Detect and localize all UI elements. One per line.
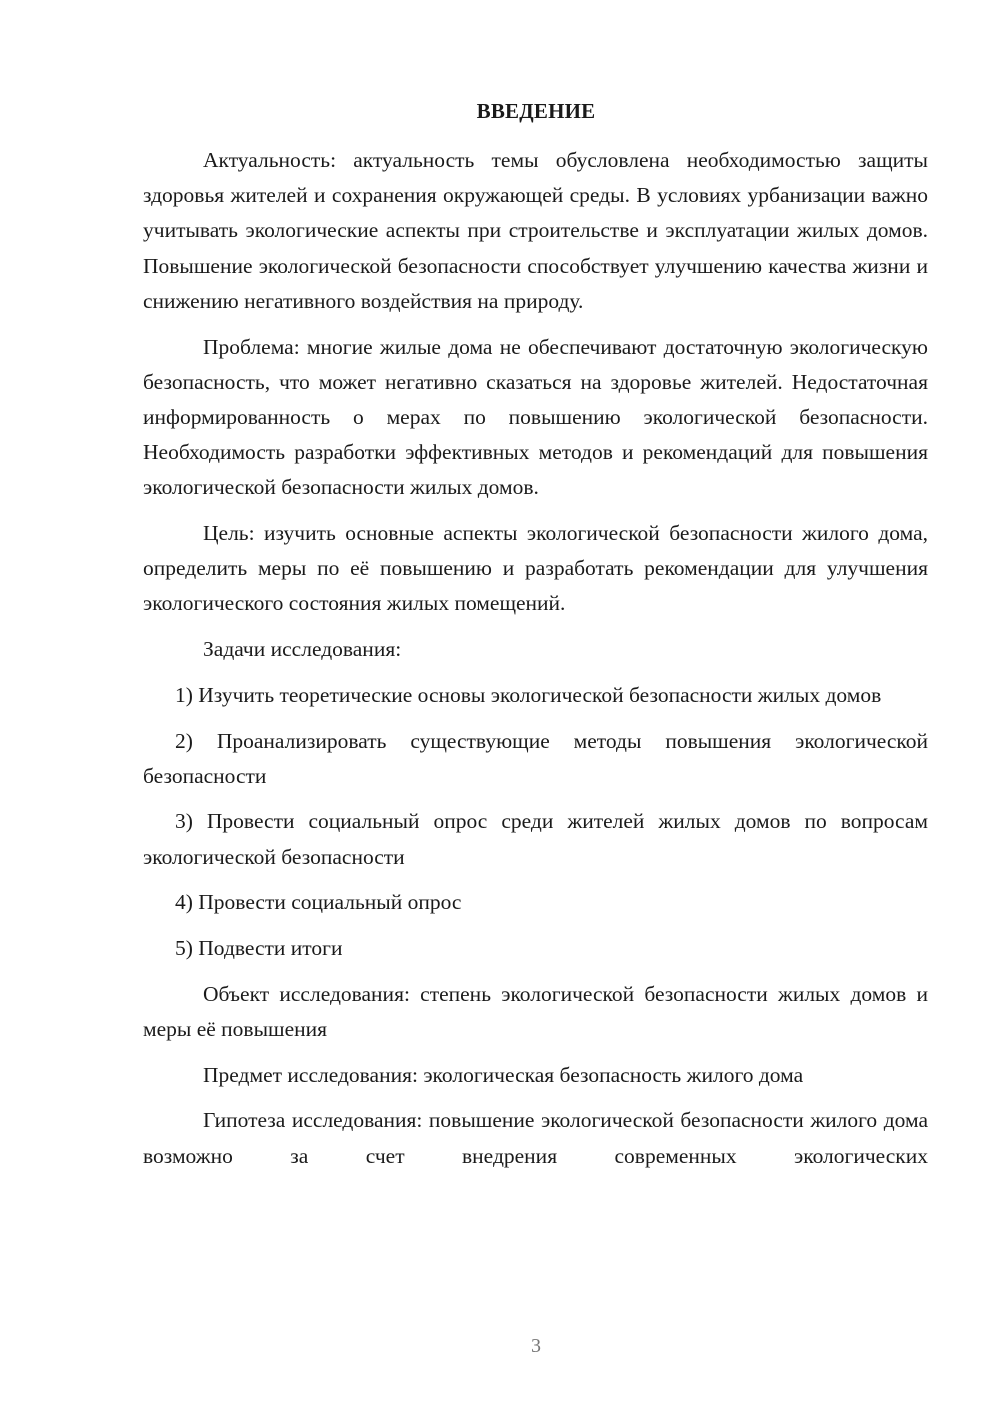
paragraph-tasks-heading: Задачи исследования: <box>203 637 402 662</box>
paragraph-relevance: Актуальность: актуальность темы обусловлена необходимостью защиты здоровья жителей и сохранения окружающей среды. В условиях урбанизации важно учитывать экологические аспекты при строительстве и эксплуатации жилых домов. Повышение экологической безопасности способствует улучшению качества жизни и снижению негативного воздействия на природу. <box>143 148 928 313</box>
task-item-4: 4) Провести социальный опрос <box>175 890 462 915</box>
paragraph-subject: Предмет исследования: экологическая безопасность жилого дома <box>203 1062 804 1087</box>
paragraph-hypothesis: Гипотеза исследования: повышение экологической безопасности жилого дома возможно за счет внедрения современных экологических <box>143 1108 928 1168</box>
document-body <box>143 143 928 1184</box>
task-item-5: 5) Подвести итоги <box>175 936 343 961</box>
page-number: 3 <box>531 1335 541 1357</box>
task-item-2: 2) Проанализировать существующие методы повышения экологической безопасности <box>143 728 928 788</box>
paragraph-goal: Цель: изучить основные аспекты экологической безопасности жилого дома, определить меры по её повышению и разработать рекомендации для улучшения экологического состояния жилых помещений. <box>143 521 928 616</box>
paragraph-problem: Проблема: многие жилые дома не обеспечивают достаточную экологическую безопасность, что может негативно сказаться на здоровье жителей. Недостаточная информированность о мерах по повышению экологической безопасности. Необходимость разработки эффективных методов и рекомендаций для повышения экологической безопасности жилых домов. <box>143 334 928 500</box>
task-item-1: 1) Изучить теоретические основы экологической безопасности жилых домов <box>175 682 882 707</box>
paragraph-object: Объект исследования: степень экологической безопасности жилых домов и меры её повышения <box>143 981 928 1041</box>
task-item-3: 3) Провести социальный опрос среди жителей жилых домов по вопросам экологической безопасности <box>143 809 928 869</box>
page-title: ВВЕДЕНИЕ <box>476 99 596 123</box>
